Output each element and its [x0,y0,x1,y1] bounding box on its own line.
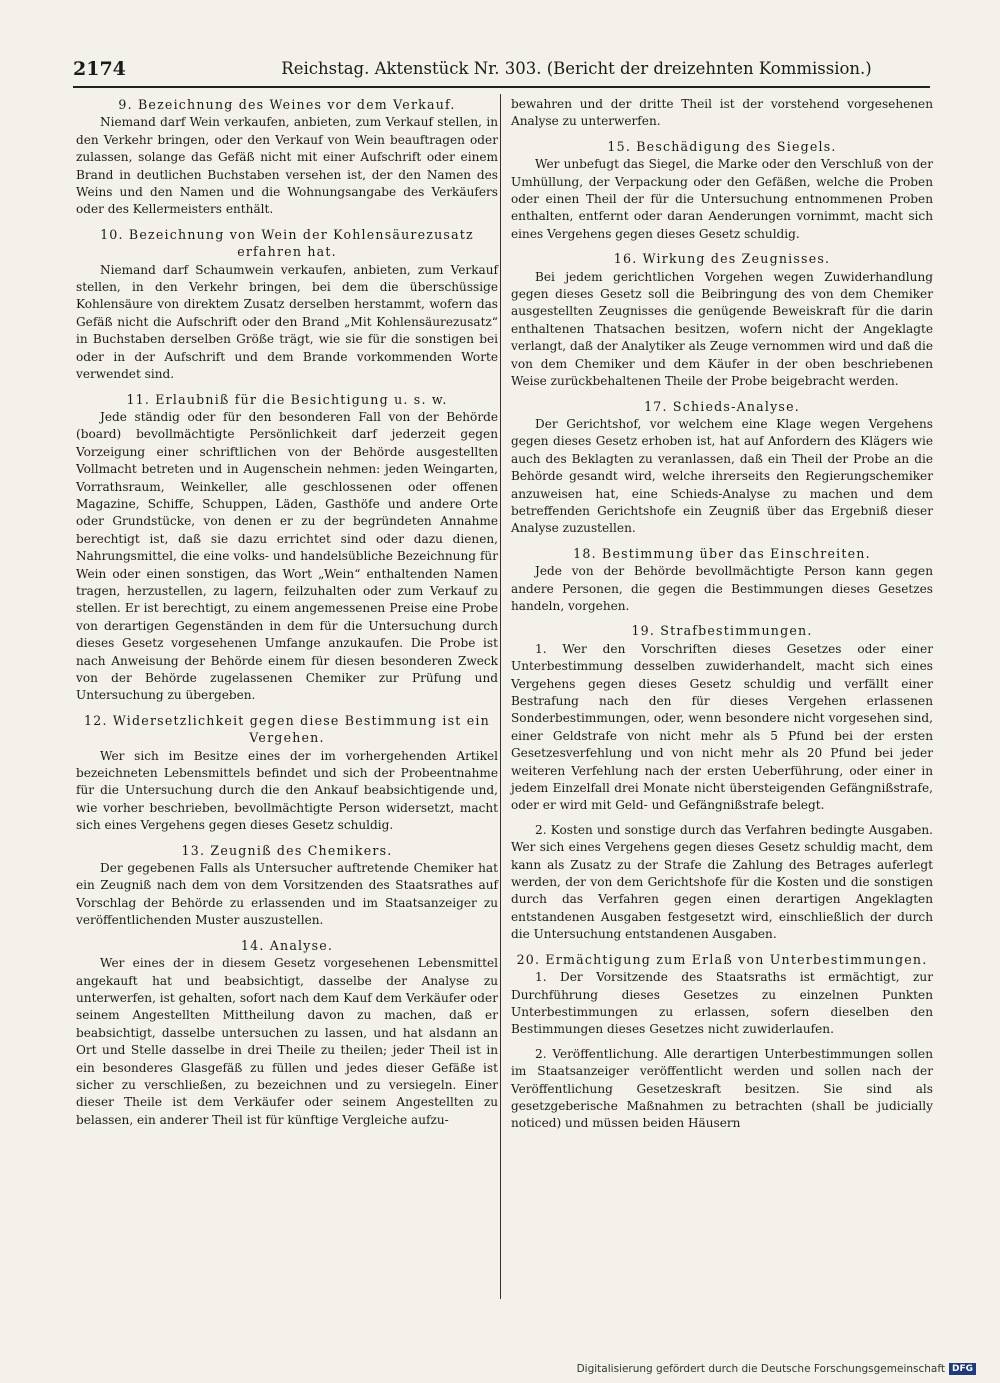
section-title: 11. Erlaubniß für die Besichtigung u. s. w. [126,391,448,407]
section-text: Der Gerichtshof, vor welchem eine Klage wegen Vergehens gegen dieses Gesetz erhoben ist, hat auf Anfordern des Klägers wie auch des Beklagten zu veranlassen, daß ein Theil der Probe an die Behörde gesandt wird, welche ihrerseits den Regierungschemiker anzuweisen hat, eine Schieds-Analyse zu machen und dem betreffenden Gerichtshofe ein Zeugniß über das Ergebniß dieser Analyse zuzustellen. [511,416,933,536]
section-text: Der gegebenen Falls als Untersucher auftretende Chemiker hat ein Zeugniß nach dem von dem Vorsitzenden des Staatsrathes auf Vorschlag der Behörde zu erlassenden und im Staatsanzeiger zu veröffentlichenden Muster auszustellen. [76,861,498,928]
section-title: 20. Ermächtigung zum Erlaß von Unterbestimmungen. [516,951,928,967]
section-text: 1. Wer den Vorschriften dieses Gesetzes oder einer Unterbestimmung desselben zuwiderhandelt, macht sich eines Vergehens gegen dieses Gesetz schuldig und verfällt einer Bestrafung nach den für dieses Vergehen erlassenen Sonderbestimmungen, oder, wenn besondere nicht vorgesehen sind, einer Geldstrafe von nicht mehr als 5 Pfund bei der ersten Gesetzesverfehlung und von nicht mehr als 20 Pfund bei jeder weiteren Verfehlung nach der ersten Ueberführung, oder einer in jedem Einzelfall drei Monate nicht übersteigenden Gefängnißstrafe, oder er wird mit Geld- und Gefängnißstrafe belegt. [511,641,933,813]
section-text: bewahren und der dritte Theil ist der vorstehend vorgesehenen Analyse zu unterwerfen. [511,97,933,129]
section-title: 17. Schieds-Analyse. [644,398,800,414]
section-text: Bei jedem gerichtlichen Vorgehen wegen Zuwiderhandlung gegen dieses Gesetz soll die Beibringung des von dem Chemiker ausgestellten Zeugnisses die genügende Beweiskraft für die darin enthaltenen Thatsachen besitzen, wofern nicht der Angeklagte verlangt, daß der Analytiker als Zeuge vernommen wird und daß die von dem Chemiker und dem Käufer in der oben beschriebenen Weise zurückbehaltenen Theile der Probe beigebracht werden. [511,269,933,389]
section-text: Jede ständig oder für den besonderen Fall von der Behörde (board) bevollmächtigte Persönlichkeit darf jederzeit gegen Vorzeigung einer schriftlichen von der Behörde ausgestellten Vollmacht betreten und in Augenschein nehmen: jeden Weingarten, Vorrathsraum, Weinkeller, alle geschlossenen oder offenen Magazine, Schiffe, Schuppen, Läden, Gasthöfe und andere Orte oder Grundstücke, von denen er zu der begründeten Annahme berechtigt ist, daß sie dazu errichtet sind oder dazu dienen, Nahrungsmittel, die eine volks- und handelsübliche Bezeichnung für Wein oder einen sonstigen, das Wort „Wein“ enthaltenden Namen tragen, herzustellen, zu lagern, feilzuhalten oder zum Verkauf zu stellen. Er ist berechtigt, zu einem angemessenen Preise eine Probe von derartigen Gegenständen in dem für die Untersuchung durch dieses Gesetz vorgesehenen Umfange anzukaufen. Die Probe ist nach Anweisung der Behörde einem für diesen besonderen Zweck von der Behörde zugelassenen Chemiker zur Prüfung und Untersuchung zu übergeben. [76,409,498,703]
section-title: 19. Strafbestimmungen. [631,623,813,639]
footer-credit [577,1363,976,1375]
section-title: 14. Analyse. [240,937,334,953]
running-title: Reichstag. Aktenstück Nr. 303. (Bericht der dreizehnten Kommission.) [281,59,872,78]
section-title: 15. Beschädigung des Siegels. [607,138,837,154]
page-number: 2174 [73,58,126,80]
section-title: 9. Bezeichnung des Weines vor dem Verkauf. [118,97,456,112]
section-title: 13. Zeugniß des Chemikers. [181,842,393,858]
section-text: Niemand darf Wein verkaufen, anbieten, zum Verkauf stellen, in den Verkehr bringen, oder den Verkauf von Wein beauftragen oder zulassen, solange das Gefäß nicht mit einer Aufschrift oder einem Brand in deutlichen Buchstaben versehen ist, der den Namen des Weins und den Namen und die Wohnungsangabe des Verkäufers oder des Kellermeisters enthält. [76,115,498,217]
section-text: 2. Kosten und sonstige durch das Verfahren bedingte Ausgaben. Wer sich eines Vergehens gegen dieses Gesetz schuldig macht, dem kann als Zusatz zu der Strafe die Zahlung des Betrages auferlegt werden, der von dem Gerichtshofe für die Kosten und die sonstigen durch das Verfahren gegen einen derartigen Angeklagten entstandenen Ausgaben festgesetzt wird, einschließlich der durch die Untersuchung entstandenen Ausgaben. [511,822,933,942]
dfg-logo: DFG [949,1363,976,1375]
section-text: 2. Veröffentlichung. Alle derartigen Unterbestimmungen sollen im Staatsanzeiger veröffentlicht werden und sollen nach der Veröffentlichung Gesetzeskraft besitzen. Sie sind als gesetzgeberische Maßnahmen zu betrachten (shall be judicially noticed) und müssen beiden Häusern [511,1046,933,1131]
section-text: Wer unbefugt das Siegel, die Marke oder den Verschluß von der Umhüllung, der Verpackung oder den Gefäßen, welche die Proben oder einen Theil der für die Untersuchung entnommenen Proben enthalten, entfernt oder daran Aenderungen vornimmt, macht sich eines Vergehens gegen dieses Gesetz schuldig. [511,157,933,241]
left-column [76,96,498,1136]
section-text: Wer eines der in diesem Gesetz vorgesehenen Lebensmittel angekauft hat und beabsichtigt, dasselbe der Analyse zu unterwerfen, ist gehalten, sofort nach dem Kauf dem Verkäufer oder seinem Angestellten Mittheilung davon zu machen, daß er beabsichtigt, dasselbe untersuchen zu lassen, und hat alsdann an Ort und Stelle dasselbe in drei Theile zu theilen; jeder Theil ist in ein besonderes Glasgefäß zu füllen und jedes dieser Gefäße ist sicher zu verschließen, zu bezeichnen und zu versiegeln. Einer dieser Theile ist dem Verkäufer oder seinem Angestellten zu belassen, ein anderer Theil ist für künftige Vergleiche aufzu- [76,956,498,1127]
page-header [73,58,930,88]
section-text: Wer sich im Besitze eines der im vorhergehenden Artikel bezeichneten Lebensmittels befindet und sich der Probeentnahme für die Untersuchung durch die den Ankauf beabsichtigende und, wie vorher beschrieben, bevollmächtigte Person widersetzt, macht sich eines Vergehens gegen dieses Gesetz schuldig. [76,748,498,833]
footer-text: Digitalisierung gefördert durch die Deutsche Forschungsgemeinschaft [576,1363,945,1375]
section-text: 1. Der Vorsitzende des Staatsraths ist ermächtigt, zur Durchführung dieses Gesetzes zu einzelnen Punkten Unterbestimmungen zu erlassen, sofern dieselben den Bestimmungen dieses Gesetzes nicht zuwiderlaufen. [511,970,933,1037]
section-title: 18. Bestimmung über das Einschreiten. [573,545,871,561]
right-column [511,96,933,1140]
section-text: Niemand darf Schaumwein verkaufen, anbieten, zum Verkauf stellen, in den Verkehr bringen, bei dem die überschüssige Kohlensäure von direktem Zusatz derselben herstammt, wofern das Gefäß nicht die Aufschrift oder den Brand „Mit Kohlensäurezusatz“ in Buchstaben derselben Größe trägt, wie sie für die sonstigen bei oder in der Aufschrift und dem Brande vorkommenden Worte verwendet sind. [76,262,498,382]
section-title: 16. Wirkung des Zeugnisses. [613,251,831,267]
section-text: Jede von der Behörde bevollmächtigte Person kann gegen andere Personen, die gegen die Bestimmungen dieses Gesetzes handeln, vorgehen. [511,564,933,613]
section-title: 12. Widersetzlichkeit gegen diese Bestimmung ist ein Vergehen. [84,712,490,746]
section-title: 10. Bezeichnung von Wein der Kohlensäurezusatz erfahren hat. [100,226,474,260]
column-divider [500,94,501,1299]
